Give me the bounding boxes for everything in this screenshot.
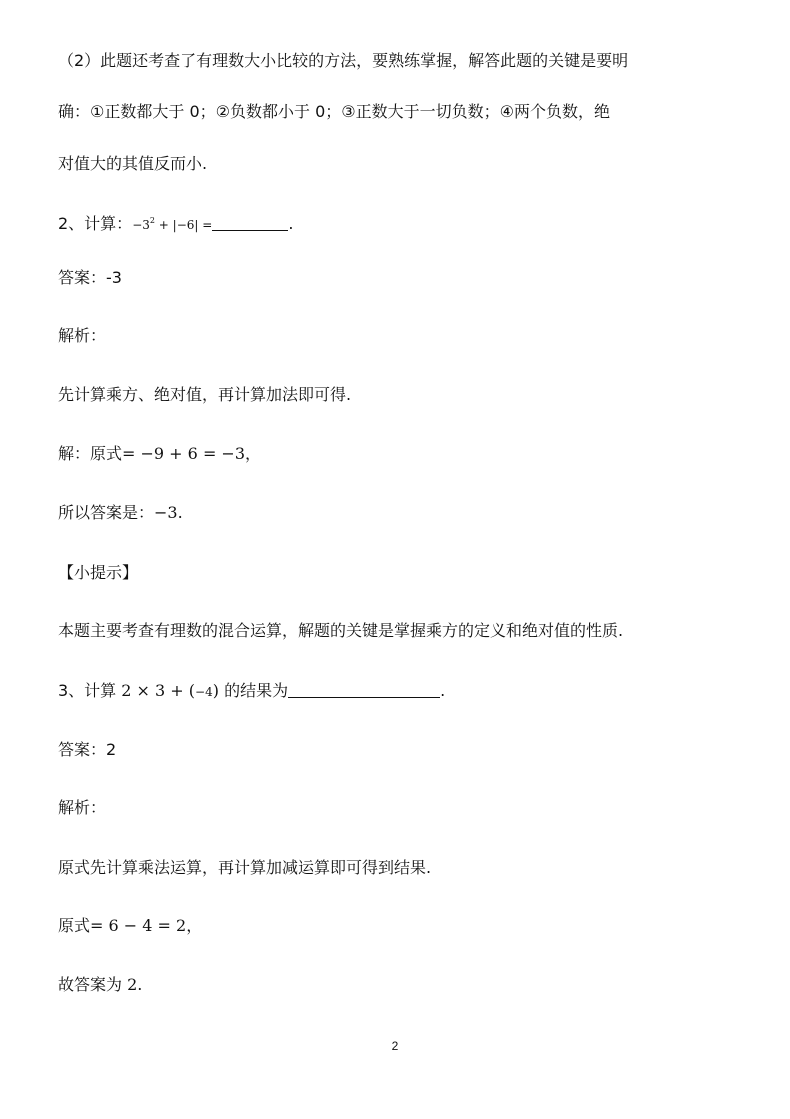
question-3-prefix: 3、计算 (58, 681, 122, 700)
tip-title (58, 562, 138, 584)
question-3-negative-four: −4 (195, 685, 213, 699)
analysis-3-text-content: 原式先计算乘法运算，再计算加减运算即可得到结果. (58, 858, 432, 877)
question-2-rest: + |−6| = (154, 218, 213, 232)
question-3-expression-part-2: ) (212, 681, 219, 700)
tip-text-content: 本题主要考查有理数的混合运算，解题的关键是掌握乘方的定义和绝对值的性质. (58, 621, 624, 640)
answer-blank-2 (288, 681, 440, 698)
solution-3-prefix: 原式 (58, 916, 91, 935)
question-2-prefix: 2、计算： (58, 214, 133, 233)
question-2-suffix: . (288, 214, 294, 233)
question-2-exponent: 2 (149, 216, 155, 225)
explanation-line-3 (58, 153, 207, 175)
answer-2-conclusion-prefix: 所以答案是： (58, 503, 155, 522)
explanation-line-2-prefix: 确： (58, 102, 91, 121)
circled-number-2: ② (215, 102, 230, 121)
explanation-line-1 (58, 50, 628, 72)
explanation-line-2 (58, 101, 610, 123)
rule-2-text: 负数都小于 0； (229, 102, 342, 121)
tip-title-text: 【小提示】 (58, 563, 139, 582)
answer-2-text: 答案：-3 (58, 268, 122, 287)
answer-2 (58, 267, 122, 289)
answer-3-conclusion-math: 2. (127, 975, 143, 994)
answer-blank-1 (212, 214, 288, 231)
page-number: 2 (391, 1039, 399, 1053)
question-2-expression (132, 218, 212, 232)
question-3-mid: 的结果为 (219, 681, 289, 700)
analysis-2-label (58, 325, 106, 347)
analysis-3-label (58, 797, 106, 819)
question-3-expression-part-1: 2 × 3 + ( (121, 681, 196, 700)
answer-3 (58, 739, 116, 761)
solution-3-math: = 6 − 4 = 2， (90, 916, 203, 935)
analysis-2-text (58, 384, 351, 406)
analysis-2-text-content: 先计算乘方、绝对值，再计算加法即可得. (58, 385, 352, 404)
answer-3-conclusion-prefix: 故答案为 (58, 975, 128, 994)
analysis-2-label-text: 解析： (58, 326, 107, 345)
solution-3 (58, 915, 202, 937)
circled-number-3: ③ (341, 102, 356, 121)
analysis-3-text (58, 857, 431, 879)
explanation-line-1-text: （2）此题还考查了有理数大小比较的方法，要熟练掌握，解答此题的关键是要明 (58, 51, 629, 70)
question-3-suffix: . (440, 681, 446, 700)
answer-2-conclusion-math: −3. (154, 503, 183, 522)
analysis-3-label-text: 解析： (58, 798, 107, 817)
rule-1-text: 正数都大于 0； (104, 102, 216, 121)
solution-2 (58, 443, 261, 465)
circled-number-1: ① (90, 102, 105, 121)
question-2-base: −3 (132, 218, 150, 232)
solution-2-prefix: 解：原式 (58, 444, 123, 463)
answer-3-text: 答案：2 (58, 740, 117, 759)
answer-2-conclusion (58, 502, 183, 524)
tip-text (58, 620, 623, 642)
answer-3-conclusion (58, 974, 142, 996)
question-2 (58, 210, 293, 236)
circled-number-4: ④ (499, 102, 514, 121)
rule-3-text: 正数大于一切负数； (355, 102, 500, 121)
rule-4-text: 两个负数，绝 (513, 102, 610, 121)
question-3 (58, 680, 445, 703)
solution-2-math: = −9 + 6 = −3， (122, 444, 262, 463)
explanation-line-3-text: 对值大的其值反而小. (58, 154, 208, 173)
